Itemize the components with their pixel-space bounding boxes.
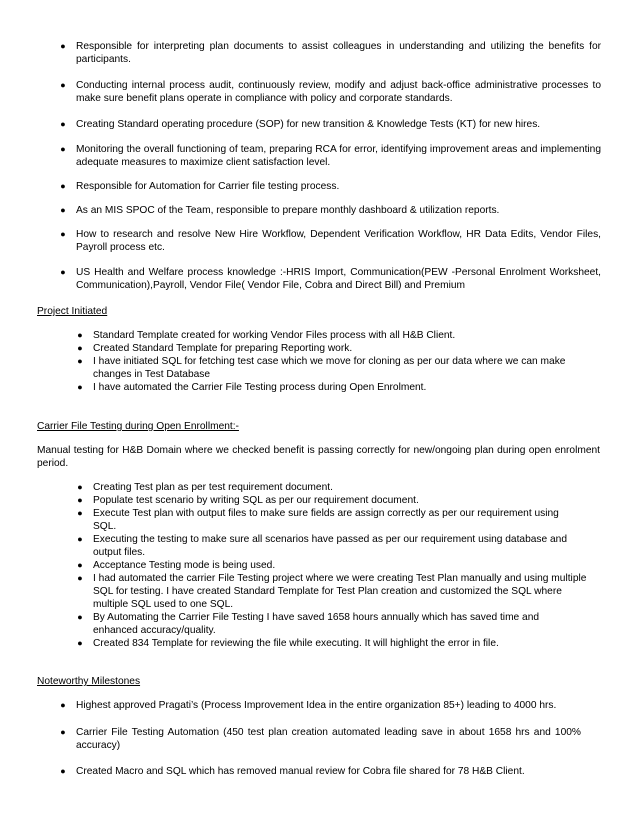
milestone-item-3: Created Macro and SQL which has removed manual review for Cobra file shared for 78 H&B Client. [76,766,525,777]
project-initiated-heading: Project Initiated [37,306,108,317]
bullet-dot: ● [60,119,66,129]
bullet-dot: ● [77,495,83,505]
project-item-2: Created Standard Template for preparing Reporting work. [93,343,353,354]
bullet-dot: ● [77,330,83,340]
bullet-dot: ● [77,573,83,583]
intro-bullet-3: Creating Standard operating procedure (SOP) for new transition & Knowledge Tests (KT) for new hires. [76,119,541,130]
bullet-dot: ● [60,727,66,737]
milestones-heading: Noteworthy Milestones [37,676,141,687]
bullet-dot: ● [77,534,83,544]
carrier-item-2: Populate test scenario by writing SQL as per our requirement document. [93,495,419,506]
project-item-1: Standard Template created for working Vendor Files process with all H&B Client. [93,330,456,341]
bullet-dot: ● [60,267,66,277]
carrier-item-1: Creating Test plan as per test requirement document. [93,482,333,493]
carrier-testing-intro: Manual testing for H&B Domain where we checked benefit is passing correctly for new/ongoing plan during open enrolment period. [37,445,600,469]
bullet-dot: ● [60,205,66,215]
bullet-dot: ● [77,560,83,570]
bullet-dot: ● [60,144,66,154]
intro-bullet-4: Monitoring the overall functioning of team, preparing RCA for error, identifying improvement areas and implementing adequate measures to maximize client satisfaction level. [76,144,601,168]
intro-bullet-1: Responsible for interpreting plan documents to assist colleagues in understanding and utilizing the benefits for participants. [76,41,601,65]
bullet-dot: ● [77,356,83,366]
milestone-item-1: Highest approved Pragati’s (Process Improvement Idea in the entire organization 85+) leading to 4000 hrs. [76,700,557,711]
project-item-3: I have initiated SQL for fetching test case which we move for cloning as per our data where we can make changes in Test Database [93,356,566,380]
bullet-dot: ● [77,638,83,648]
intro-bullet-2: Conducting internal process audit, continuously review, modify and adjust back-office administrative processes to make sure benefit plans operate in compliance with policy and corporate standards. [76,80,601,104]
milestone-item-2: Carrier File Testing Automation (450 test plan creation automated leading save in about 1658 hrs and 100% accuracy) [76,727,581,751]
intro-bullet-6: As an MIS SPOC of the Team, responsible to prepare monthly dashboard & utilization reports. [76,205,500,216]
bullet-dot: ● [60,700,66,710]
carrier-item-4: Executing the testing to make sure all scenarios have passed as per our requirement using database and output files. [93,534,568,558]
bullet-dot: ● [77,382,83,392]
intro-bullet-5: Responsible for Automation for Carrier file testing process. [76,181,340,192]
bullet-dot: ● [60,80,66,90]
bullet-dot: ● [77,508,83,518]
carrier-item-3: Execute Test plan with output files to make sure fields are assign correctly as per our requirement using SQL. [93,508,559,532]
project-item-4: I have automated the Carrier File Testing process during Open Enrolment. [93,382,427,393]
carrier-item-5: Acceptance Testing mode is being used. [93,560,276,571]
bullet-dot: ● [60,181,66,191]
carrier-item-7: By Automating the Carrier File Testing I have saved 1658 hours annually which has saved time and enhanced accuracy/quality. [93,612,540,636]
bullet-dot: ● [60,229,66,239]
intro-bullet-8: US Health and Welfare process knowledge :-HRIS Import, Communication(PEW -Personal Enrolment Worksheet, Communication),Payroll, Vendor File( Vendor File, Cobra and Direct Bill) and Premium [76,267,601,291]
intro-bullet-7: How to research and resolve New Hire Workflow, Dependent Verification Workflow, HR Data Edits, Vendor Files, Payroll process etc. [76,229,601,253]
carrier-item-6: I had automated the carrier File Testing project where we were creating Test Plan manually and using multiple SQL for testing. I have created Standard Template for Test Plan creation and customized the SQL where multiple SQL used to one SQL. [93,573,587,610]
bullet-dot: ● [77,343,83,353]
carrier-item-8: Created 834 Template for reviewing the file while executing. It will highlight the error in file. [93,638,499,649]
bullet-dot: ● [60,766,66,776]
bullet-dot: ● [77,482,83,492]
carrier-testing-heading: Carrier File Testing during Open Enrollment:- [37,421,239,432]
bullet-dot: ● [60,41,66,51]
bullet-dot: ● [77,612,83,622]
